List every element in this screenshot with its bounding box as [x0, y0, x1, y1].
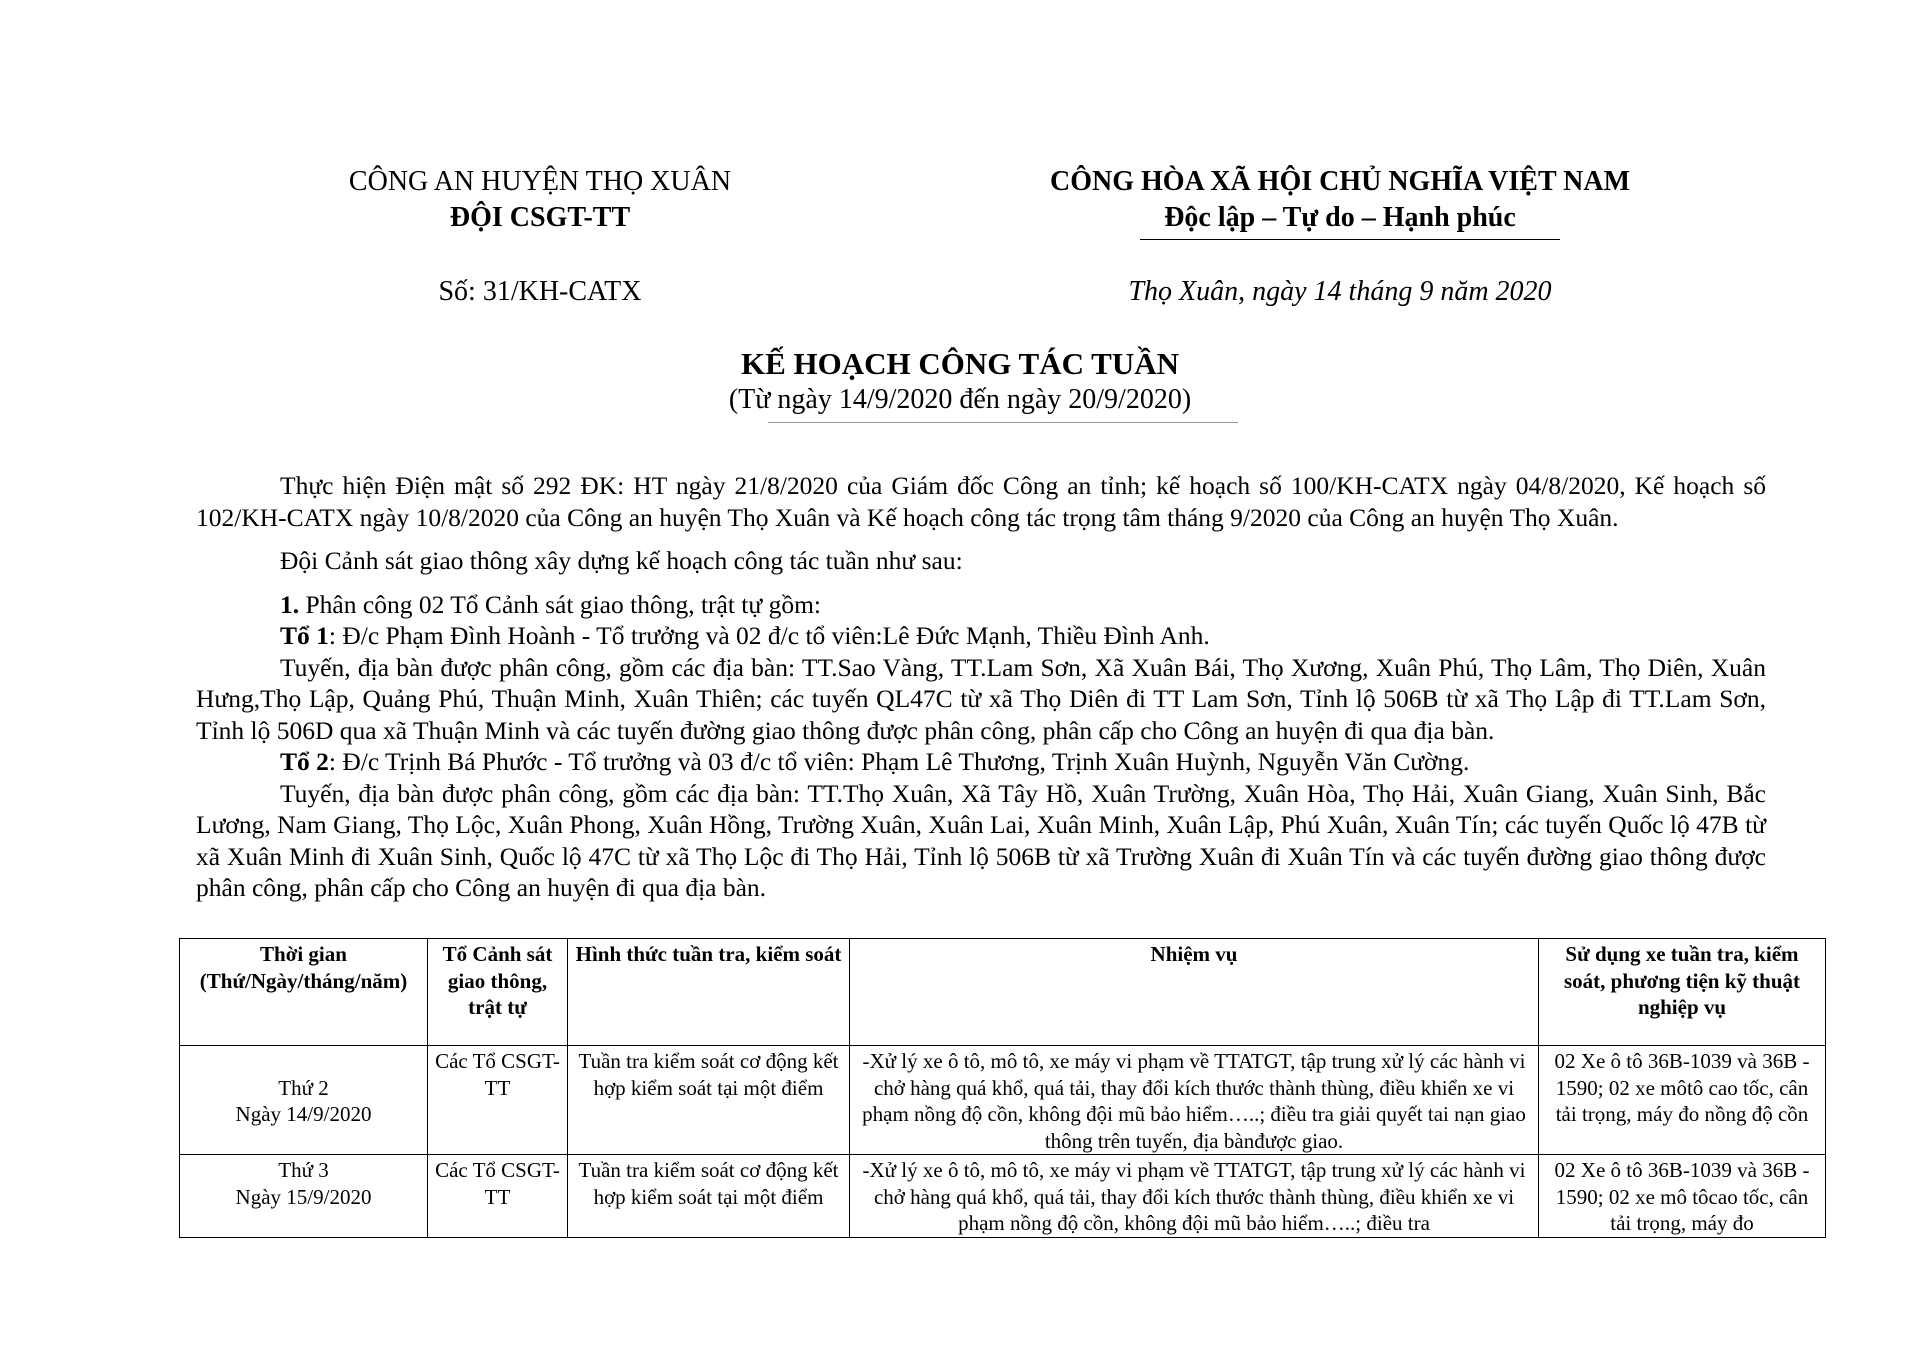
national-title: CÔNG HÒA XÃ HỘI CHỦ NGHĨA VIỆT NAM	[1049, 166, 1631, 197]
cell-date: Ngày 14/9/2020	[235, 1102, 372, 1126]
item1-paragraph	[196, 589, 1766, 621]
cell-team: Các Tổ CSGT-TT	[428, 1155, 568, 1238]
header-form: Hình thức tuần tra, kiểm soát	[568, 939, 850, 1046]
statement-paragraph: Đội Cảnh sát giao thông xây dựng kế hoạch công tác tuần như sau:	[280, 546, 963, 575]
cell-task: -Xử lý xe ô tô, mô tô, xe máy vi phạm về TTATGT, tập trung xử lý các hành vi chở hàng quá khổ, quá tải, thay đổi kích thước thành thùng, điều khiển xe vi phạm nồng độ cồn, không đội mũ bảo hiểm…..; điều tra	[850, 1155, 1539, 1238]
table-row	[180, 1046, 1826, 1155]
cell-form: Tuần tra kiểm soát cơ động kết hợp kiểm soát tại một điểm	[568, 1046, 850, 1155]
unit-name: ĐỘI CSGT-TT	[449, 202, 631, 233]
motto-underline	[1140, 239, 1560, 240]
document-number: Số: 31/KH-CATX	[438, 276, 642, 307]
item1-text: Phân công 02 Tổ Cảnh sát giao thông, trật tự gồm:	[299, 589, 822, 619]
agency-name: CÔNG AN HUYỆN THỌ XUÂN	[348, 166, 732, 197]
cell-date: Ngày 15/9/2020	[235, 1184, 372, 1209]
weekly-plan-table	[179, 938, 1826, 1238]
cell-day: Thứ 3	[278, 1158, 329, 1182]
team1-text: : Đ/c Phạm Đình Hoành - Tổ trưởng và 02 đ/c tổ viên:Lê Đức Mạnh, Thiều Đình Anh.	[328, 621, 1210, 650]
team2-paragraph	[196, 746, 1766, 778]
team1-area-paragraph: Tuyến, địa bàn được phân công, gồm các địa bàn: TT.Sao Vàng, TT.Lam Sơn, Xã Xuân Bái, Thọ Xương, Xuân Phú, Thọ Lâm, Thọ Diên, Xuân Hưng,Thọ Lập, Quảng Phú, Thuận Minh, Xuân Thiên; các tuyến QL47C từ xã Thọ Diên đi TT Lam Sơn, Tỉnh lộ 506B từ xã Thọ Lập đi TT.Lam Sơn, Tỉnh lộ 506D qua xã Thuận Minh và các tuyến đường giao thông được phân công, phân cấp cho Công an huyện đi qua địa bàn.	[196, 652, 1766, 745]
cell-time	[180, 1155, 428, 1238]
cell-day: Thứ 2	[278, 1075, 329, 1100]
team2-area-paragraph: Tuyến, địa bàn được phân công, gồm các địa bàn: TT.Thọ Xuân, Xã Tây Hồ, Xuân Trường, Xuân Hòa, Thọ Hải, Xuân Giang, Xuân Sinh, Bắc Lương, Nam Giang, Thọ Lộc, Xuân Phong, Xuân Hồng, Trường Xuân, Xuân Lai, Xuân Minh, Xuân Lập, Phú Xuân, Xuân Tín; các tuyến Quốc lộ 47B từ xã Xuân Minh đi Xuân Sinh, Quốc lộ 47C từ xã Thọ Lộc đi Thọ Hải, Tỉnh lộ 506B từ xã Trường Xuân đi Xuân Tín và các tuyến đường giao thông được phân công, phân cấp cho Công an huyện đi qua địa bàn.	[196, 778, 1766, 902]
national-motto: Độc lập – Tự do – Hạnh phúc	[1164, 202, 1516, 233]
team1-paragraph	[196, 620, 1766, 652]
header-time: Thời gian (Thứ/Ngày/tháng/năm)	[180, 939, 428, 1046]
header-task: Nhiệm vụ	[850, 939, 1539, 1046]
document-subtitle: (Từ ngày 14/9/2020 đến ngày 20/9/2020)	[728, 384, 1192, 415]
cell-task: -Xử lý xe ô tô, mô tô, xe máy vi phạm về TTATGT, tập trung xử lý các hành vi chở hàng quá khổ, quá tải, thay đổi kích thước thành thùng, điều khiển xe vi phạm nồng độ cồn, không đội mũ bảo hiểm…..; điều tra giải quyết tai nạn giao thông trên tuyến, địa bànđược giao.	[850, 1046, 1539, 1155]
subtitle-underline	[768, 422, 1238, 423]
item1-number: 1.	[280, 589, 300, 619]
table-header-row	[180, 939, 1826, 1046]
team2-text: : Đ/c Trịnh Bá Phước - Tổ trưởng và 03 đ/c tổ viên: Phạm Lê Thương, Trịnh Xuân Huỳnh, Nguyễn Văn Cường.	[328, 747, 1470, 776]
cell-time	[180, 1046, 428, 1155]
cell-team: Các Tổ CSGT-TT	[428, 1046, 568, 1155]
document-title: KẾ HOẠCH CÔNG TÁC TUẦN	[740, 346, 1180, 381]
header-vehicles: Sử dụng xe tuần tra, kiểm soát, phương tiện kỹ thuật nghiệp vụ	[1539, 939, 1826, 1046]
team1-label: Tổ 1	[280, 621, 329, 650]
intro-paragraph: Thực hiện Điện mật số 292 ĐK: HT ngày 21/8/2020 của Giám đốc Công an tỉnh; kế hoạch số 100/KH-CATX ngày 04/8/2020, Kế hoạch số 102/KH-CATX ngày 10/8/2020 của Công an huyện Thọ Xuân và Kế hoạch công tác trọng tâm tháng 9/2020 của Công an huyện Thọ Xuân.	[196, 471, 1766, 532]
team2-label: Tổ 2	[280, 747, 329, 776]
table-row	[180, 1155, 1826, 1238]
place-and-date: Thọ Xuân, ngày 14 tháng 9 năm 2020	[1128, 276, 1552, 307]
document-body	[196, 470, 1766, 904]
cell-vehicles: 02 Xe ô tô 36B-1039 và 36B - 1590; 02 xe mô tôcao tốc, cân tải trọng, máy đo	[1539, 1155, 1826, 1238]
cell-form: Tuần tra kiểm soát cơ động kết hợp kiểm soát tại một điểm	[568, 1155, 850, 1238]
header-team: Tổ Cảnh sát giao thông, trật tự	[428, 939, 568, 1046]
cell-vehicles: 02 Xe ô tô 36B-1039 và 36B - 1590; 02 xe môtô cao tốc, cân tải trọng, máy đo nồng độ cồn	[1539, 1046, 1826, 1155]
